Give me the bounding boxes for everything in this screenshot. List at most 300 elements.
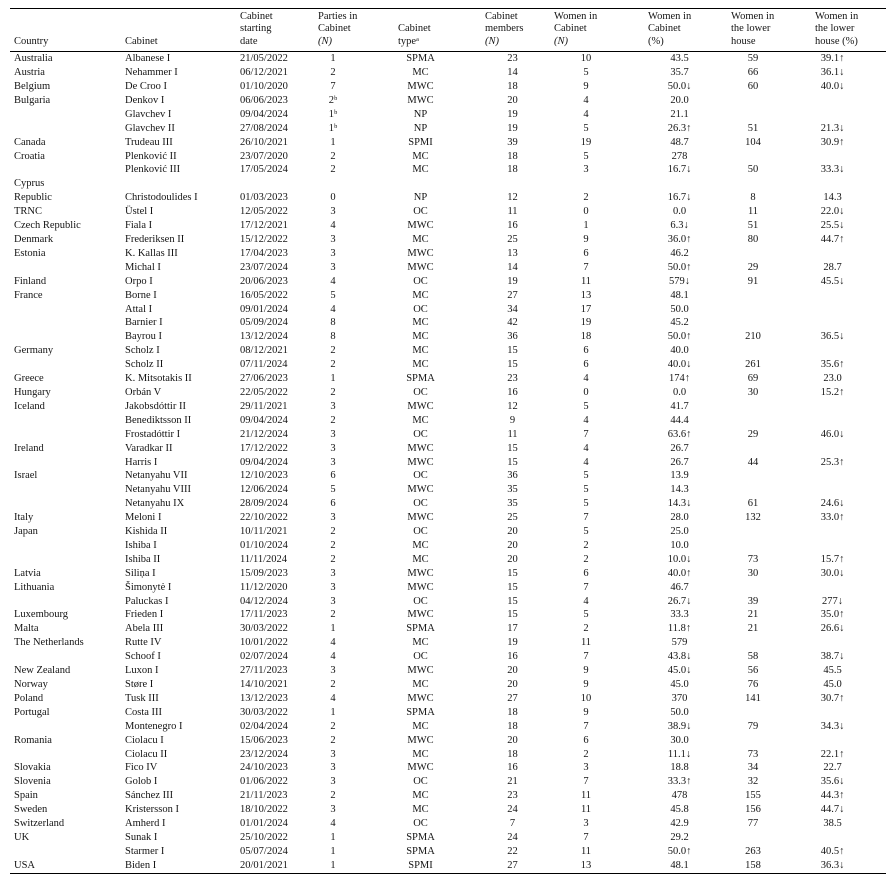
cell-members: 24 [507, 804, 518, 816]
cell-country: Australia [14, 53, 53, 65]
cell-women-cabinet-pct: 40.0 [670, 345, 689, 357]
cell-start-date: 17/04/2023 [240, 247, 288, 259]
cell-members: 25 [507, 512, 518, 524]
cell-members: 27 [507, 289, 518, 301]
cell-members: 19 [507, 637, 518, 649]
cell-cabinet: K. Mitsotakis II [125, 373, 192, 385]
cell-women-house-n: 56 [747, 665, 759, 677]
column-header-line: (%) [648, 35, 664, 47]
cell-women-house-n: 21 [747, 609, 759, 621]
cell-cabinet-type: MC [412, 164, 429, 176]
cell-women-house-pct: 34.3↓ [820, 720, 845, 732]
cell-country: Luxembourg [14, 609, 69, 621]
cell-country [10, 650, 121, 664]
cell-cabinet-type: SPMI [408, 859, 433, 871]
cell-women-house-pct: 40.0↓ [820, 81, 845, 93]
cell-women-cabinet-pct: 11.1↓ [667, 748, 692, 760]
cell-cabinet: Rutte IV [125, 637, 162, 649]
table-row [10, 539, 886, 553]
cell-parties: 3 [330, 762, 336, 774]
cell-members: 19 [507, 108, 518, 120]
cell-start-date: 15/09/2023 [240, 567, 288, 579]
table-row [10, 205, 886, 219]
cell-cabinet-type: NP [413, 192, 428, 204]
cell-women-house-n: 66 [747, 67, 759, 79]
cell-parties: 0 [330, 192, 336, 204]
cell-country [10, 845, 121, 859]
cell-cabinet-type: SPMA [406, 373, 435, 385]
cell-parties: 2 [330, 164, 336, 176]
cell-women-cabinet-n: 0 [583, 206, 589, 218]
cell-members: 22 [507, 845, 518, 857]
cell-cabinet-type: MC [412, 748, 429, 760]
cell-women-cabinet-n: 2 [583, 748, 589, 760]
table-row [10, 650, 886, 664]
cell-women-house-pct: 25.3↑ [820, 456, 845, 468]
cell-cabinet: Paluckas I [125, 595, 169, 607]
cell-women-house-pct: 28.7 [823, 261, 842, 273]
table-row [10, 497, 886, 511]
cell-start-date: 30/03/2022 [240, 706, 288, 718]
table-row [10, 122, 886, 136]
cell-country [10, 456, 121, 470]
cell-cabinet: Netanyahu VIII [125, 484, 191, 496]
cell-cabinet: Meloni I [125, 512, 162, 524]
column-header-women-house-pct [813, 9, 886, 52]
cell-women-house-pct [813, 483, 886, 497]
cell-parties: 4 [330, 692, 336, 704]
cell-women-house-n: 261 [745, 359, 761, 371]
cell-women-cabinet-n: 6 [583, 345, 589, 357]
cell-cabinet: Biden I [125, 859, 157, 871]
cell-parties: 3 [330, 206, 336, 218]
cell-members: 19 [507, 275, 518, 287]
cell-women-cabinet-n: 7 [583, 776, 589, 788]
table-header [10, 9, 886, 52]
cell-parties: 3 [330, 261, 336, 273]
cell-cabinet-type: OC [413, 275, 428, 287]
cell-women-cabinet-n: 10 [580, 53, 592, 65]
cell-women-cabinet-n: 7 [583, 261, 589, 273]
table-row [10, 706, 886, 720]
cell-women-cabinet-n: 6 [583, 359, 589, 371]
cell-country [10, 330, 121, 344]
cell-country [10, 553, 121, 567]
cell-members: 20 [507, 734, 518, 746]
cell-country: Hungary [14, 386, 51, 398]
cell-start-date: 07/11/2024 [240, 359, 288, 371]
cell-country: Slovakia [14, 762, 51, 774]
cell-women-house-pct [813, 289, 886, 303]
cell-country: Denmark [14, 234, 54, 245]
cell-cabinet: Scholz II [125, 359, 164, 371]
cell-country: TRNC [14, 206, 43, 218]
cell-women-cabinet-pct: 28.0 [670, 512, 689, 524]
cell-cabinet-type: MC [412, 234, 429, 245]
column-header-line: Cabinet [125, 35, 158, 47]
cell-women-cabinet-pct: 18.8 [670, 762, 689, 774]
cell-cabinet-type: SPMA [406, 623, 435, 635]
cell-parties: 1ᵇ [328, 122, 338, 134]
cell-women-house-n: 155 [745, 790, 761, 802]
cell-women-house-pct: 25.5↓ [820, 220, 845, 232]
cell-country: Finland [14, 275, 47, 287]
cell-country: Switzerland [14, 818, 65, 830]
cell-women-cabinet-n: 6 [583, 567, 589, 579]
cell-country: Cyprus [14, 178, 45, 190]
table-row [10, 720, 886, 734]
cell-women-cabinet-pct: 50.0↑ [667, 331, 692, 343]
cell-women-house-pct: 45.5↓ [820, 275, 845, 287]
cell-members: 16 [507, 220, 518, 232]
column-header-line: (N) [485, 35, 499, 47]
table-row [10, 344, 886, 358]
cell-country [10, 720, 121, 734]
cell-women-cabinet-n: 5 [583, 609, 589, 621]
cell-cabinet: Ishiba I [125, 539, 157, 551]
cell-members: 20 [507, 94, 518, 106]
column-header-women-house-n [729, 9, 813, 52]
cell-parties: 1 [330, 136, 336, 148]
cell-women-cabinet-pct: 42.9 [670, 818, 689, 830]
cell-women-cabinet-pct: 0.0 [672, 206, 687, 218]
cell-start-date: 25/10/2022 [240, 831, 288, 843]
cell-country: Spain [14, 790, 38, 802]
cell-women-house-pct: 30.9↑ [820, 136, 845, 148]
cell-women-house-n: 61 [747, 498, 759, 510]
table-row [10, 163, 886, 177]
cell-women-cabinet-pct: 45.8 [670, 804, 689, 816]
cell-women-house-pct: 23.0 [823, 373, 842, 385]
cell-parties: 4 [330, 818, 336, 830]
cell-women-cabinet-pct: 30.0 [670, 734, 689, 746]
cell-members: 18 [507, 81, 518, 93]
cell-women-house-pct: 24.6↓ [820, 498, 845, 510]
cell-country: Sweden [14, 804, 48, 816]
cell-cabinet-type: OC [413, 303, 428, 315]
cell-women-house-pct: 46.0↓ [820, 428, 845, 440]
table-row [10, 636, 886, 650]
cell-women-house-pct [813, 581, 886, 595]
cell-women-house-n [729, 94, 813, 108]
cell-women-house-pct: 26.6↓ [820, 623, 845, 635]
cell-parties: 2 [330, 720, 336, 732]
cell-cabinet: Kishida II [125, 526, 168, 538]
cell-women-cabinet-pct: 370 [671, 692, 688, 704]
table-row [10, 511, 886, 525]
cell-women-house-pct [813, 247, 886, 261]
table-row [10, 386, 886, 400]
cell-women-house-pct: 39.1↑ [820, 53, 845, 65]
cell-women-house-n: 59 [747, 53, 759, 65]
cell-members: 15 [507, 442, 518, 454]
column-header-line: typeᵃ [398, 35, 419, 47]
cell-parties: 3 [330, 442, 336, 454]
cell-members: 17 [507, 623, 518, 635]
cell-members: 16 [507, 386, 518, 398]
cell-country [10, 748, 121, 762]
cell-women-cabinet-n: 10 [580, 692, 592, 704]
cell-women-cabinet-n: 19 [580, 317, 592, 329]
cell-cabinet: Ciolacu II [125, 748, 168, 760]
cell-women-house-pct [813, 316, 886, 330]
cell-cabinet-type: MC [412, 67, 429, 79]
cell-country: Greece [14, 373, 44, 385]
cell-members: 24 [507, 831, 518, 843]
cell-women-cabinet-n: 7 [583, 428, 589, 440]
cell-women-cabinet-pct: 278 [671, 150, 688, 162]
cell-cabinet-type: MWC [407, 400, 434, 412]
cell-women-house-n: 30 [747, 567, 759, 579]
cell-country: UK [14, 831, 30, 843]
cell-women-house-pct: 38.5 [823, 818, 842, 830]
cell-start-date: 09/04/2024 [240, 456, 288, 468]
cell-women-house-pct: 35.0↑ [820, 609, 845, 621]
cell-women-cabinet-n: 17 [580, 303, 592, 315]
cell-country [10, 414, 121, 428]
cell-women-house-pct: 22.1↑ [820, 748, 845, 760]
cell-parties: 2 [330, 414, 336, 426]
cell-members: 9 [509, 414, 516, 426]
cell-women-cabinet-pct: 11.8↑ [667, 623, 692, 635]
cell-cabinet-type: OC [413, 651, 428, 663]
cell-cabinet-type: MC [412, 289, 429, 301]
table-row [10, 261, 886, 275]
table-row [10, 400, 886, 414]
cell-members: 11 [507, 428, 518, 440]
cell-women-house-n: 39 [747, 595, 759, 607]
cell-women-cabinet-pct: 174↑ [669, 373, 690, 385]
cell-women-house-pct: 44.7↓ [820, 804, 845, 816]
cell-women-house-pct [813, 303, 886, 317]
cell-cabinet-type: SPMA [406, 53, 435, 65]
cell-women-house-n: 141 [745, 692, 761, 704]
cell-parties: 2 [330, 359, 336, 371]
cell-start-date: 21/05/2022 [240, 53, 288, 65]
cell-start-date: 30/03/2022 [240, 623, 288, 635]
cell-cabinet: Plenković III [125, 164, 181, 176]
cell-start-date: 23/07/2024 [240, 261, 288, 273]
cell-parties: 2 [330, 553, 336, 565]
cell-parties: 4 [330, 637, 336, 649]
cell-women-house-pct [813, 414, 886, 428]
cell-cabinet: Luxon I [125, 665, 159, 677]
cell-country [10, 303, 121, 317]
cell-women-cabinet-pct: 33.3↑ [667, 776, 692, 788]
table-row [10, 525, 886, 539]
cell-cabinet-type: MWC [407, 456, 434, 468]
cell-cabinet: Denkov I [125, 94, 165, 106]
cell-start-date: 06/06/2023 [240, 94, 288, 106]
cell-women-house-n: 21 [747, 623, 759, 635]
cell-parties: 3 [330, 428, 336, 440]
cell-women-house-n: 69 [747, 373, 759, 385]
cell-women-house-n: 210 [745, 331, 761, 343]
cell-women-house-n: 91 [747, 275, 759, 287]
cell-parties [316, 177, 396, 191]
cell-women-house-n [729, 316, 813, 330]
cell-women-house-n: 29 [747, 261, 759, 273]
cell-members: 39 [507, 136, 518, 148]
cell-country: Republic [14, 192, 52, 204]
cell-women-house-pct: 36.1↓ [820, 67, 845, 79]
cell-start-date: 09/04/2024 [240, 414, 288, 426]
cell-cabinet: Starmer I [125, 845, 165, 857]
cell-country: The Netherlands [14, 637, 84, 649]
cell-women-house-n [729, 303, 813, 317]
cell-women-house-pct [813, 344, 886, 358]
cell-women-house-pct: 45.5 [823, 665, 842, 677]
cell-members: 15 [507, 345, 518, 357]
cell-women-cabinet-pct: 48.1 [670, 289, 689, 301]
cell-cabinet: Attal I [125, 303, 153, 315]
cell-women-cabinet-pct: 45.2 [670, 317, 689, 329]
cell-country: Belgium [14, 81, 51, 93]
table-row [10, 316, 886, 330]
cell-start-date: 01/01/2024 [240, 818, 288, 830]
cell-women-cabinet-n: 11 [580, 790, 592, 802]
cell-women-cabinet-pct: 478 [671, 790, 688, 802]
cell-members: 20 [507, 553, 518, 565]
cell-members: 20 [507, 539, 518, 551]
column-header-line: (N) [554, 35, 568, 47]
cell-start-date: 23/12/2024 [240, 748, 288, 760]
column-header-line: date [240, 35, 258, 47]
cell-cabinet-type: MWC [407, 247, 434, 259]
cell-women-house-n: 73 [747, 748, 759, 760]
cell-parties: 8 [330, 317, 336, 329]
cell-cabinet-type: MWC [407, 261, 434, 273]
cell-women-house-pct: 33.3↓ [820, 164, 845, 176]
cell-country: Japan [14, 526, 38, 538]
cell-women-house-pct [813, 636, 886, 650]
cell-parties: 3 [330, 400, 336, 412]
table-row [10, 595, 886, 609]
cell-start-date: 15/12/2022 [240, 234, 288, 245]
cell-members: 11 [507, 206, 518, 218]
cell-cabinet: Tusk III [125, 692, 159, 704]
cell-women-house-pct [813, 108, 886, 122]
cell-cabinet: Fico IV [125, 762, 158, 774]
cell-women-house-n: 156 [745, 804, 761, 816]
cell-cabinet-type: SPMA [406, 831, 435, 843]
cell-women-house-n [729, 581, 813, 595]
cell-women-cabinet-n: 5 [583, 150, 589, 162]
table-row [10, 845, 886, 859]
cell-cabinet: Costa III [125, 706, 163, 718]
table-row [10, 150, 886, 164]
cell-parties: 3 [330, 456, 336, 468]
cell-cabinet-type: MC [412, 720, 429, 732]
cell-start-date: 22/10/2022 [240, 512, 288, 524]
cell-women-cabinet-n: 7 [583, 512, 589, 524]
cell-women-cabinet-n: 19 [580, 136, 592, 148]
cell-women-cabinet-n: 9 [583, 665, 589, 677]
table-row [10, 428, 886, 442]
table-row [10, 567, 886, 581]
cell-women-house-pct [813, 734, 886, 748]
cell-country [10, 108, 121, 122]
cell-parties: 1 [330, 859, 336, 871]
column-header-line: (N) [318, 35, 332, 47]
cell-members: 20 [507, 679, 518, 690]
cell-cabinet: Michal I [125, 261, 161, 273]
cell-women-cabinet-n: 11 [580, 275, 592, 287]
cell-women-house-n: 8 [750, 192, 756, 204]
column-header-line: house (%) [815, 35, 858, 47]
cell-women-cabinet-pct: 14.3↓ [667, 498, 692, 510]
cell-women-cabinet-n: 18 [580, 331, 592, 343]
cell-women-cabinet-n: 11 [580, 845, 592, 857]
cell-women-cabinet-pct: 48.1 [670, 859, 689, 871]
cell-members: 34 [507, 303, 518, 315]
column-header-line: Parties in [318, 11, 358, 22]
cell-women-cabinet-n: 3 [583, 762, 589, 774]
cell-cabinet-type: MWC [407, 512, 434, 524]
cell-women-cabinet-n: 0 [583, 386, 589, 398]
cell-members: 23 [507, 53, 518, 65]
cell-members: 27 [507, 859, 518, 871]
cell-women-cabinet-pct: 25.0 [670, 526, 689, 538]
cell-cabinet-type: MC [412, 553, 429, 565]
cell-women-cabinet-pct: 43.5 [670, 53, 689, 65]
column-header-line: Women in [554, 11, 598, 22]
cell-country: Poland [14, 692, 44, 704]
table-row [10, 664, 886, 678]
cell-start-date: 23/07/2020 [240, 150, 288, 162]
cell-start-date: 01/10/2024 [240, 539, 288, 551]
cell-women-house-pct: 30.0↓ [820, 567, 845, 579]
cell-women-house-n: 104 [745, 136, 761, 148]
cell-women-house-n [729, 150, 813, 164]
cell-women-house-n [729, 414, 813, 428]
cell-women-cabinet-n: 7 [583, 581, 589, 593]
cell-country [10, 497, 121, 511]
cell-women-house-pct: 35.6↓ [820, 776, 845, 788]
cell-parties: 5 [330, 289, 336, 301]
cell-women-house-n [729, 289, 813, 303]
cell-parties: 2 [330, 526, 336, 538]
cell-women-house-pct: 45.0 [823, 679, 842, 690]
cell-women-house-n: 79 [747, 720, 759, 732]
cell-women-cabinet-n: 2 [583, 553, 589, 565]
cell-women-cabinet-n: 7 [583, 720, 589, 732]
cell-parties: 2 [330, 150, 336, 162]
column-header-start-date [238, 9, 316, 52]
cell-women-house-pct [813, 539, 886, 553]
cell-cabinet: Montenegro I [125, 720, 183, 732]
table-body [10, 52, 886, 873]
cell-members: 35 [507, 498, 518, 510]
cell-start-date: 27/11/2023 [240, 665, 288, 677]
cell-members: 19 [507, 122, 518, 134]
cell-women-house-pct [813, 525, 886, 539]
cell-women-house-n: 80 [747, 234, 759, 245]
cell-start-date: 06/12/2021 [240, 67, 288, 79]
cell-cabinet: Frieden I [125, 609, 164, 621]
cell-cabinet: Netanyahu IX [125, 498, 185, 510]
cell-parties: 2 [330, 609, 336, 621]
cell-cabinet-type: MWC [407, 442, 434, 454]
cell-cabinet: Abela III [125, 623, 164, 635]
cell-women-cabinet-n: 2 [583, 623, 589, 635]
table-row [10, 692, 886, 706]
cell-cabinet: Scholz I [125, 345, 160, 357]
cell-cabinet: Barnier I [125, 317, 163, 329]
cell-cabinet-type: MC [412, 317, 429, 329]
cell-start-date: 17/11/2023 [240, 609, 288, 621]
cell-women-house-n: 34 [747, 762, 759, 774]
